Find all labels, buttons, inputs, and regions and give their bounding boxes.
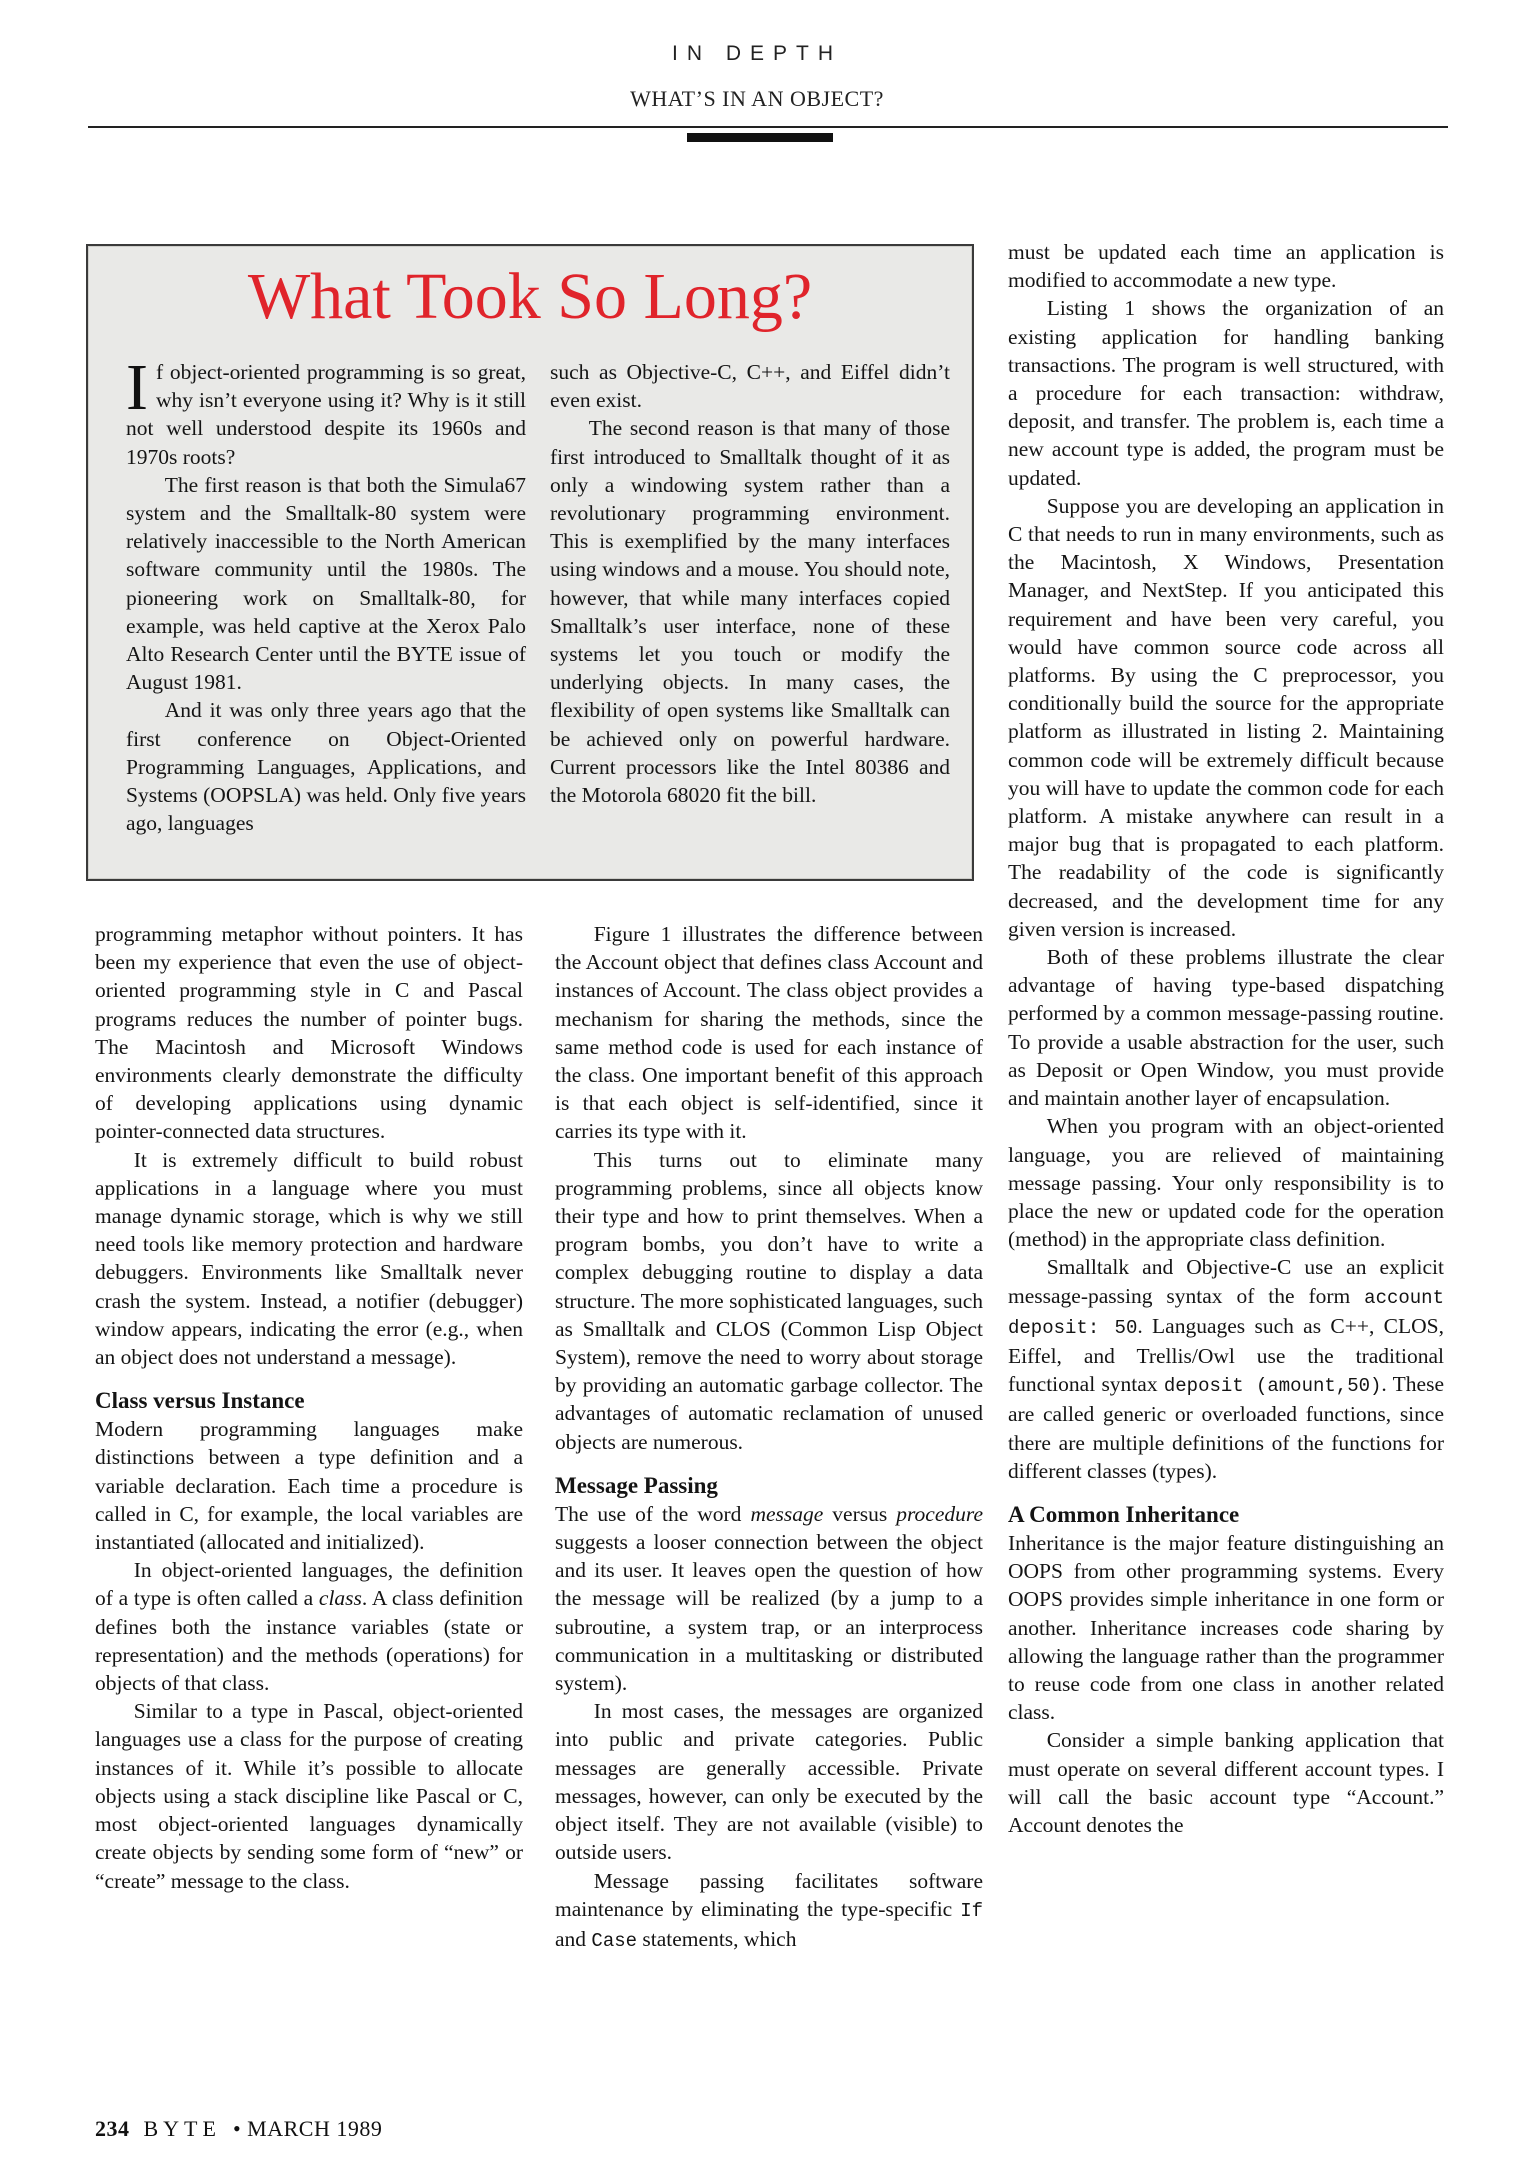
body-paragraph xyxy=(555,1867,983,1956)
issue-date: MARCH 1989 xyxy=(247,2116,383,2141)
header-rule xyxy=(88,126,1448,128)
emphasis-message: message xyxy=(750,1501,824,1526)
header-accent-bar xyxy=(687,133,833,142)
body-paragraph: Modern programming languages make distinctions between a type definition and a variable declaration. Each time a procedure is called in C, for example, the local variables are instantiated (allocated and initialized). xyxy=(95,1417,523,1555)
drop-cap: I xyxy=(126,351,148,424)
article-running-title: WHAT’S IN AN OBJECT? xyxy=(630,86,884,111)
body-paragraph xyxy=(1008,1253,1444,1485)
sidebar-paragraph: The first reason is that both the Simula67 system and the Smalltalk-80 system were relatively inaccessible to the North American software community until the 1980s. The pioneering work on Smalltalk-80, for example, was held captive at the Xerox Palo Alto Research Center until the BYTE issue of August 1981. xyxy=(126,472,526,695)
article-column-1 xyxy=(95,920,523,1895)
article-column-3 xyxy=(1008,238,1444,1839)
code-keyword-if: If xyxy=(960,1899,983,1922)
sidebar-paragraph xyxy=(126,351,526,471)
text-run: In object-oriented languages, the definition of a type is often called a xyxy=(95,1558,523,1611)
body-paragraph: Figure 1 illustrates the difference between the Account object that defines class Account and instances of Account. The class object provides a mechanism for sharing the methods, since the same method code is used for each instance of the class. One important benefit of this approach is that each object is self-identified, since it carries its type with it. xyxy=(555,922,983,1144)
emphasis-procedure: procedure xyxy=(896,1501,984,1526)
body-paragraph: must be updated each time an application is modified to accommodate a new type. xyxy=(1008,240,1444,293)
body-paragraph: When you program with an object-oriented language, you are relieved of maintaining message passing. Your only responsibility is to place the new or updated code for the operation (method) in the appropriate class definition. xyxy=(1008,1114,1444,1252)
text-run: statements, which xyxy=(637,1926,797,1951)
body-paragraph: It is extremely difficult to build robust applications in a language where you must manage dynamic storage, which is why we still need tools like memory protection and hardware debuggers. Environments like Smalltalk never crash the system. Instead, a notifier (debugger) window appears, indicating the error (e.g., when an object does not understand a message). xyxy=(95,1147,523,1370)
sidebar-column-left xyxy=(126,351,526,837)
code-functional-syntax: deposit (amount,50) xyxy=(1163,1375,1382,1398)
footer-separator: • xyxy=(232,2116,242,2141)
sidebar-paragraph: And it was only three years ago that the first conference on Object-Oriented Programming Languages, Applications, and Systems (OOPSLA) was held. Only five years ago, languages xyxy=(126,698,526,836)
body-paragraph xyxy=(555,1500,983,1697)
body-paragraph: Similar to a type in Pascal, object-oriented languages use a class for the purpose of creating instances of it. While it’s possible to allocate objects using a stack discipline like Pascal or C, most object-oriented languages dynamically create objects by sending some form of “new” or “create” message to the class. xyxy=(95,1699,523,1893)
sidebar-title: What Took So Long? xyxy=(247,260,813,333)
text-run: Message passing facilitates software maintenance by eliminating the type-specific xyxy=(555,1868,983,1921)
magazine-name: BYTE xyxy=(143,2116,221,2141)
text-run: . Languages such as C++, CLOS, Eiffel, and Trellis/Owl use the traditional functional syntax xyxy=(1008,1313,1445,1397)
article-column-2 xyxy=(555,920,983,1955)
page-number: 234 xyxy=(95,2116,130,2141)
sidebar-box xyxy=(86,244,974,881)
text-run: . A class definition defines both the instance variables (state or representation) and the methods (operations) for objects of that class. xyxy=(95,1586,523,1696)
text-run: . These are called generic or overloaded functions, since there are multiple definitions of the functions for different classes (types). xyxy=(1008,1372,1445,1483)
subheading-class-versus-instance: Class versus Instance xyxy=(95,1388,305,1414)
text-run: Smalltalk and Objective-C use an explicit message-passing syntax of the form xyxy=(1008,1255,1444,1308)
body-paragraph: Inheritance is the major feature distinguishing an OOPS from other programming systems. Every OOPS provides simple inheritance in one form or another. Inheritance increases code sharing by allowing the language rather than the programmer to reuse code from one class in another related class. xyxy=(1008,1530,1444,1725)
body-paragraph: programming metaphor without pointers. It has been my experience that even the use of object-oriented programming style in C and Pascal programs reduces the number of pointer bugs. The Macintosh and Microsoft Windows environments clearly demonstrate the difficulty of developing applications using dynamic pointer-connected data structures. xyxy=(95,922,523,1144)
sidebar-paragraph: The second reason is that many of those first introduced to Smalltalk thought of it as only a windowing system rather than a revolutionary programming environment. This is exemplified by the many interfaces using windows and a mouse. You should note, however, that while many interfaces copied Smalltalk’s user interface, none of these systems let you touch or modify the underlying objects. In many cases, the flexibility of open systems like Smalltalk can be achieved only on powerful hardware. Current processors like the Intel 80386 and the Motorola 68020 fit the bill. xyxy=(550,416,950,808)
page-footer xyxy=(95,2116,382,2142)
text-run: The use of the word xyxy=(555,1501,751,1526)
text-run: and xyxy=(555,1926,592,1951)
text-run: versus xyxy=(823,1501,897,1526)
section-label: IN DEPTH xyxy=(671,42,842,65)
body-paragraph: Both of these problems illustrate the clear advantage of having type-based dispatching performed by a common message-passing routine. To provide a usable abstraction for the user, such as Deposit or Open Window, you must provide and maintain another layer of encapsulation. xyxy=(1008,945,1444,1111)
subheading-message-passing: Message Passing xyxy=(555,1472,718,1498)
sidebar-paragraph-text: f object-oriented programming is so great, why isn’t everyone using it? Why is it still not well understood despite its 1960s and 1970s roots? xyxy=(126,360,526,469)
sidebar-column-right xyxy=(550,358,950,809)
body-paragraph: In most cases, the messages are organized into public and private categories. Public messages are generally accessible. Private messages, however, can only be executed by the object itself. They are not available (visible) to outside users. xyxy=(555,1699,983,1865)
emphasis-class: class xyxy=(318,1586,362,1611)
code-keyword-case: Case xyxy=(591,1929,638,1952)
body-paragraph xyxy=(95,1556,523,1697)
body-paragraph: Consider a simple banking application that must operate on several different account types. I will call the basic account type “Account.” Account denotes the xyxy=(1008,1728,1444,1837)
body-paragraph: Listing 1 shows the organization of an existing application for handling banking transactions. The program is well structured, with a procedure for each transaction: withdraw, deposit, and transfer. The problem is, each time a new account type is added, the program must be updated. xyxy=(1008,296,1444,490)
subheading-a-common-inheritance: A Common Inheritance xyxy=(1008,1501,1240,1527)
text-run: suggests a looser connection between the object and its user. It leaves open the question of how the message will be realized (by a jump to a subroutine, a system trap, or an interprocess communication in a multitasking or distributed system). xyxy=(555,1530,983,1696)
sidebar-paragraph: such as Objective-C, C++, and Eiffel didn’t even exist. xyxy=(550,360,950,413)
body-paragraph: Suppose you are developing an application in C that needs to run in many environments, such as the Macintosh, X Windows, Presentation Manager, and NextStep. If you anticipated this requirement and have been very careful, you would have common source code across all platforms. By using the C preprocessor, you conditionally build the source for the appropriate platform as illustrated in listing 2. Maintaining common code will be extremely difficult because you will have to update the common code for each platform. A mistake anywhere can result in a major bug that is propagated to each platform. The readability of the code is significantly decreased, and the development time for any given version is increased. xyxy=(1008,493,1444,941)
body-paragraph: This turns out to eliminate many programming problems, since all objects know their type and how to print themselves. When a program bombs, you don’t have to write a complex debugging routine to display a data structure. The more sophisticated languages, such as Smalltalk and CLOS (Common Lisp Object System), remove the need to worry about storage by providing an automatic garbage collector. The advantages of automatic reclamation of unused objects are numerous. xyxy=(555,1147,983,1454)
code-message-syntax: account deposit: 50 xyxy=(1008,1286,1444,1339)
